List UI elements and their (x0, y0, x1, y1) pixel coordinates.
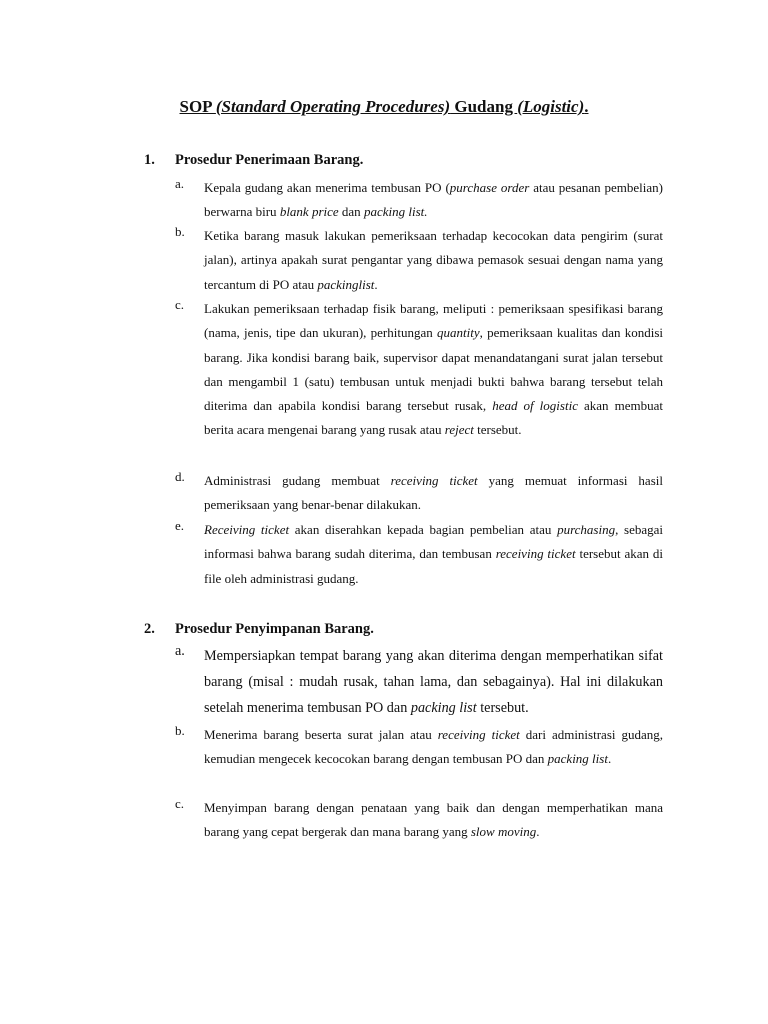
item-letter: c. (175, 796, 185, 811)
italic-term: purchasing (557, 522, 616, 537)
item-letter: b. (175, 723, 185, 738)
italic-term: purchase order (449, 180, 530, 195)
document-title (0, 97, 768, 117)
text-run: akan diserahkan kepada bagian pembelian atau (289, 522, 558, 537)
item-letter: a. (175, 643, 185, 659)
item-text (204, 469, 663, 518)
section-1-item-e (175, 518, 663, 591)
section-2-item-a (175, 643, 663, 721)
text-run: Kepala gudang akan menerima tembusan PO ( (204, 180, 450, 195)
item-letter: b. (175, 224, 185, 239)
italic-term: packing list. (363, 204, 428, 220)
item-letter: c. (175, 297, 185, 312)
section-1-item-c (175, 297, 663, 443)
text-run: Menerima barang beserta surat jalan atau (204, 727, 438, 742)
text-run: Ketika barang masuk lakukan pemeriksaan terhadap kecocokan data pengirim (surat jalan), artinya apakah surat pengantar yang dibawa pemasok sesuai dengan nama yang tercantum di PO atau (204, 228, 663, 292)
item-text (204, 224, 663, 297)
text-run: Administrasi gudang membuat (204, 473, 391, 488)
title-part-logistic: (Logistic) (517, 97, 585, 116)
item-text (204, 518, 663, 591)
text-run: tersebut akan di file oleh administrasi gudang. (204, 546, 664, 586)
text-run: Lakukan pemeriksaan terhadap fisik barang, meliputi : pemeriksaan spesifikasi barang (nama, jenis, tipe dan ukuran), perhitungan (204, 301, 663, 341)
item-letter: e. (175, 518, 185, 533)
section-2-item-c (175, 796, 663, 845)
section-1-item-b (175, 224, 663, 297)
italic-term: head of logistic (492, 398, 578, 414)
text-run: yang memuat informasi hasil pemeriksaan yang benar-benar dilakukan. (204, 473, 663, 513)
title-part-period: . (584, 97, 589, 116)
section-2-item-b (175, 723, 663, 772)
text-run: akan membuat berita acara mengenai barang yang rusak atau (204, 398, 663, 438)
text-run: Mempersiapkan tempat barang yang akan diterima dengan memperhatikan sifat barang (misal : mudah rusak, tahan lama, dan sebagainya). Hal ini dilakukan setelah menerima tembusan PO dan (204, 648, 663, 716)
item-text (204, 176, 663, 225)
text-run: tersebut. (473, 422, 522, 438)
italic-term: packing list (547, 751, 608, 767)
text-run: . (536, 824, 540, 840)
section-1-item-a (175, 176, 663, 225)
italic-term: blank price (279, 204, 339, 220)
text-run: dan (338, 204, 364, 220)
item-letter: d. (175, 469, 185, 484)
italic-term: quantity (437, 325, 480, 341)
italic-term: receiving ticket (390, 473, 478, 488)
section-2-heading (144, 621, 374, 638)
section-1-item-d (175, 469, 663, 518)
section-1-number: 1. (144, 152, 155, 168)
section-2-title: Prosedur Penyimpanan Barang. (175, 621, 374, 637)
item-text (204, 796, 663, 845)
text-run: , sebagai informasi bahwa barang sudah diterima, dan tembusan (204, 522, 664, 562)
text-run: tersebut. (476, 700, 529, 716)
italic-term: receiving ticket (437, 727, 520, 742)
text-run: Menyimpan barang dengan penataan yang baik dan dengan memperhatikan mana barang yang cepat bergerak dan mana barang yang (204, 800, 663, 840)
item-text (204, 297, 663, 443)
section-1-heading (144, 152, 363, 169)
item-text (204, 643, 663, 721)
italic-term: packinglist (317, 276, 375, 292)
text-run: atau pesanan pembelian) berwarna biru (204, 180, 664, 220)
section-1-title: Prosedur Penerimaan Barang. (175, 152, 364, 168)
section-2-number: 2. (144, 621, 155, 637)
italic-term: receiving ticket (495, 546, 576, 562)
text-run: , pemeriksaan kualitas dan kondisi barang. Jika kondisi barang baik, supervisor dapat menandatangani surat jalan tersebut dan mengambil 1 (satu) tembusan untuk menjadi bukti bahwa barang tersebut telah diterima dan apabila kondisi barang tersebut rusak, (204, 325, 663, 414)
text-run: . (607, 751, 612, 767)
text-run: . (374, 276, 378, 292)
item-letter: a. (175, 176, 185, 191)
italic-term: Receiving ticket (204, 522, 290, 537)
italic-term: reject (444, 422, 474, 438)
title-part-standard-operating-procedures: (Standard Operating Procedures) (215, 97, 451, 116)
italic-term: packing list (410, 700, 477, 716)
italic-term: slow moving (470, 824, 537, 840)
text-run: dari administrasi gudang, kemudian mengecek kecocokan barang dengan tembusan PO dan (204, 727, 663, 767)
item-text (204, 723, 663, 772)
title-part-gudang: Gudang (450, 97, 518, 116)
title-part-sop: SOP (179, 97, 216, 116)
